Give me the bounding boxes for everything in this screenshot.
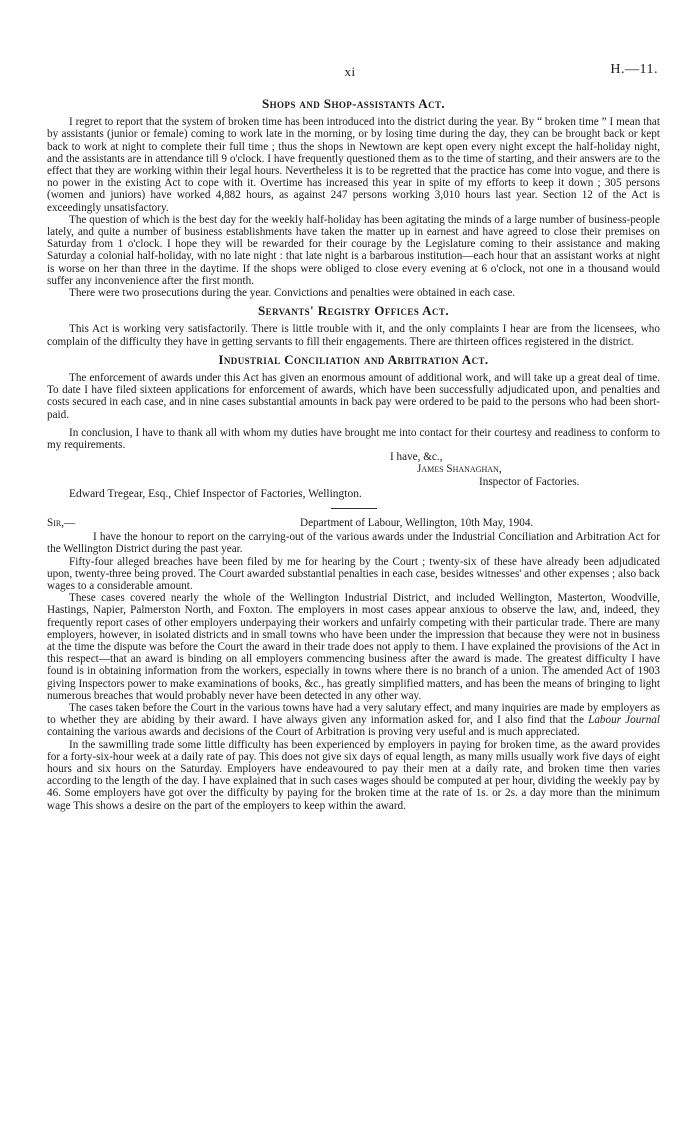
letter-header xyxy=(47,517,660,531)
paragraph-sawmilling: In the sawmilling trade some little difficulty has been experienced by employers in paying for broken time, as the award provides for a forty-six-hour week at a daily rate of pay. This does not give six days of equal length, as many mills usually work five days of eight hours and six hours on the Saturday. Employers have endeavoured to pay their men at a daily rate, and broken time then varies according to the length of the day. I have explained that in such cases wages should be computed at per hour, dividing the weekly pay by 46. Some employers have got over the difficulty by paying for the broken time at the rate of 1s. or 2s. a day more than the minimum wage This shows a desire on the part of the employers to keep within the award. xyxy=(47,738,660,812)
signature-name: James Shanaghan, xyxy=(417,463,502,476)
section-divider xyxy=(331,508,377,509)
salutation: Sir,— xyxy=(47,517,76,530)
paragraph-honour: I have the honour to report on the carrying-out of the various awards under the Industrial Conciliation and Arbitration Act for the Wellington District during the past year. xyxy=(47,531,660,556)
labour-journal-title: Labour Journal xyxy=(588,714,660,727)
section-heading-arbitration: Industrial Conciliation and Arbitration Act. xyxy=(218,351,489,367)
section-heading-shops: Shops and Shop-assistants Act. xyxy=(261,96,446,111)
paragraph-prosecutions: There were two prosecutions during the year. Convictions and penalties were obtained in each case. xyxy=(69,287,516,300)
paragraph-closing: In conclusion, I have to thank all with whom my duties have brought me into contact for their courtesy and readiness to conform to my requirements. xyxy=(47,426,660,452)
signature-salutation: I have, &c., xyxy=(390,451,443,464)
paragraph-salutary-effect xyxy=(47,702,660,739)
section-heading-servants-registry: Servants' Registry Offices Act. xyxy=(257,303,450,319)
addressee: Edward Tregear, Esq., Chief Inspector of Factories, Wellington. xyxy=(69,487,362,500)
signature-title: Inspector of Factories. xyxy=(479,475,580,488)
page-folio: xi xyxy=(344,64,356,79)
dateline: Department of Labour, Wellington, 10th May, 1904. xyxy=(300,517,534,530)
paragraph-breaches: Fifty-four alleged breaches have been filed by me for hearing by the Court ; twenty-six of these have already been adjudicated upon, twenty-three being proved. The Court awarded substantial penalties in each case, besides witnesses' and other expenses ; also back wages to a considerable amount. xyxy=(47,555,660,592)
paragraph-half-holiday: The question of which is the best day for the weekly half-holiday has been agitating the minds of a large number of business-people lately, and quite a number of business establishments have taken the matter up in earnest and have agreed to close their premises on Saturday from 1 o'clock. I hope they will be rewarded for their courage by the Legislature coming to their assistance and making Saturday a colonial half-holiday, with no late night : that late night is a barbarous institution—each hour that an assistant works at night is worse on her than three in the daytime. If the shops were obliged to close every evening at 6 o'clock, not one in a thousand would suffer any inconvenience after the first month. xyxy=(47,213,660,287)
paragraph-broken-time: I regret to report that the system of broken time has been introduced into the district during the year. By “ broken time ” I mean that by assistants (junior or female) coming to work late in the morning, or by losing time during the day, they can be brought back or kept back to work at night to complete their full time ; thus the shops in Newtown are kept open every night except the half-holiday night, and the assistants are in attendance till 9 o'clock. I have frequently questioned them as to the time of starting, and their answers are to the effect that they are working within their legal hours. Nevertheless it is to be regretted that the practice has come into vogue, and there is no power in the existing Act to cope with it. Overtime has increased this year in spite of my efforts to keep it down ; 305 persons (women and juniors) have worked 4,882 hours, as against 247 persons working 3,010 hours last year. Section 12 of the Act is exceedingly unsatisfactory. xyxy=(47,116,660,214)
paragraph-district-cases: These cases covered nearly the whole of the Wellington Industrial District, and included Wellington, Masterton, Woodville, Hastings, Napier, Palmerston North, and Foxton. The employers in most cases appear anxious to observe the law, and, indeed, they frequently report cases of other employers underpaying their workers and unfairly competing with their particular trade. There are many employers, however, in isolated districts and in small towns who have been under the impression that because they were not in business at the time the dispute was before the Court the award in their trade does not apply to them. I have explained the provisions of the Act in this respect—that an award is binding on all employers commencing business after the award is made. The greatest difficulty I have found is in obtaining information from the workers, especially in towns where there is no branch of a union. The amended Act of 1903 giving Inspectors power to make examinations of books, &c., has greatly simplified matters, and has been the means of bringing to light numerous breaches that would probably never have been detected in any other way. xyxy=(47,592,660,702)
journal-text-after: containing the various awards and decisions of the Court of Arbitration is proving very useful and is much appreciated. xyxy=(47,726,580,739)
paragraph-registry: This Act is working very satisfactorily. There is little trouble with it, and the only complaints I hear are from the licensees, who complain of the difficulty they have in getting servants to fill their engagements. There are thirteen offices registered in the district. xyxy=(47,323,660,348)
paragraph-enforcement: The enforcement of awards under this Act has given an enormous amount of additional work, and will take up a great deal of time. To date I have filed sixteen applications for enforcement of awards, which have been successfully adjudicated upon, and penalties and costs secured in each case, and in nine cases substantial amounts in back pay were ordered to be paid to the persons who had been short-paid. xyxy=(47,372,660,421)
document-reference: H.—11. xyxy=(610,62,658,77)
journal-text-before: The cases taken before the Court in the various towns have had a very salutary effect, and many inquiries are made by employers as to whether they are abiding by their award. I have always given any information asked for, and I also find that the xyxy=(47,701,660,727)
